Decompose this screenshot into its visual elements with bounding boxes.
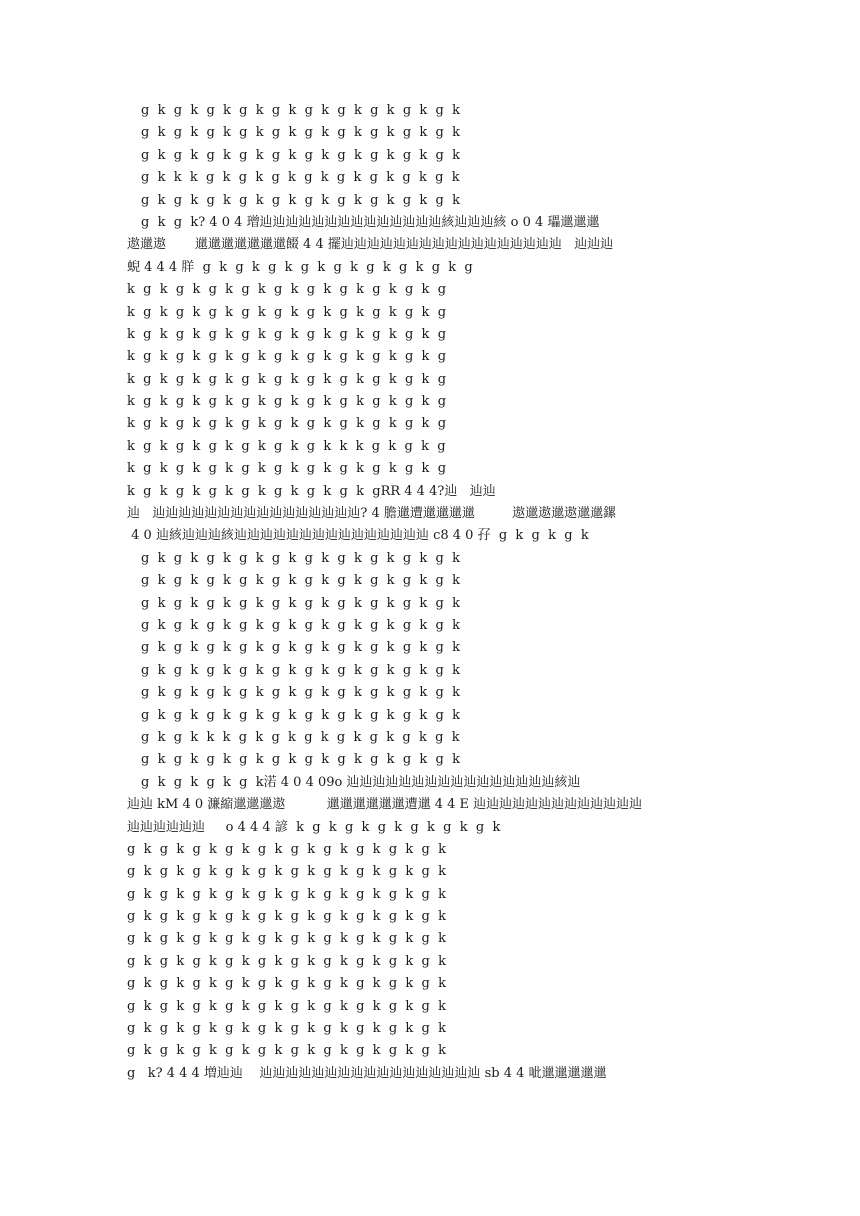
text-line: g k g k g k g k g k g k g k g k g k g k bbox=[127, 1043, 447, 1059]
text-line: g k g k g k g k g k g k g k g k g k g k bbox=[141, 550, 461, 566]
text-line: g k g k g k g k g k g k g k g k g k g k bbox=[141, 662, 461, 678]
text-line: 辿 辿辿辿辿辿辿辿辿辿辿辿辿辿辿辿辿? 4 膽邋遭邋邋邋邋 遨邋遨邋遨邋邋鏍 bbox=[127, 506, 617, 522]
text-line: g k g k g k g k g k g k g k g k g k g k bbox=[127, 841, 447, 857]
text-line: g k g k g k g k g k g k g k g k g k g k bbox=[127, 953, 447, 969]
text-line: g k g k g k g k g k g k g k g k g k g k bbox=[141, 103, 461, 118]
text-line: k g k g k g k g k g k g k g k g k g k g bbox=[127, 394, 447, 410]
text-line: g k g k g k g k g k g k g k g k g k g k bbox=[127, 864, 447, 880]
text-line: k g k g k g k g k g k g k g k g k g k g bbox=[127, 371, 447, 387]
text-line: g k g k g k g k g k g k g k g k g k g k bbox=[127, 931, 447, 947]
text-line: g k g k g k g k g k g k g k g k g k g k bbox=[127, 998, 447, 1014]
text-line: g k g k g k g k g k g k g k g k g k g k bbox=[141, 125, 461, 141]
text-line: g k g k? 4 0 4 璔辿辿辿辿辿辿辿辿辿辿辿辿辿辿絯辿辿辿絯 o 0 4 瓃邋邋邋 bbox=[141, 214, 600, 230]
text-line: k g k g k g k g k g k g k g k g k g k g bbox=[127, 326, 447, 342]
text-line: g k g k k k g k g k g k g k g k g k g k bbox=[141, 729, 460, 745]
text-line: g k g k g k g k g k g k g k g k g k g k bbox=[141, 685, 461, 701]
text-line: g k k k g k g k g k g k g k g k g k g k bbox=[141, 170, 460, 186]
text-line: 4 0 辿絯辿辿辿絯辿辿辿辿辿辿辿辿辿辿辿辿辿辿辿 c8 4 0 孖 g k g k g k bbox=[127, 528, 589, 544]
text-line: k g k g k g k g k g k g k g k g k g k g bbox=[127, 282, 447, 298]
text-line: k g k g k g k g k g k g k k k g k g k g bbox=[127, 438, 446, 454]
text-line: g k g k g k g k渃 4 0 4 09o 辿辿辿辿辿辿辿辿辿辿辿辿辿辿辿辿絯辿 bbox=[141, 774, 581, 790]
text-line: g k g k g k g k g k g k g k g k g k g k bbox=[141, 617, 461, 633]
text-line: k g k g k g k g k g k g k g k g k g k g bbox=[127, 304, 447, 320]
text-line: k g k g k g k g k g k g k g k gRR 4 4 4?辿 辿辿 bbox=[127, 483, 496, 499]
text-line: 遨邋遨 邋邋邋邋邋邋邋餟 4 4 擺辿辿辿辿辿辿辿辿辿辿辿辿辿辿辿辿辿 辿辿辿 bbox=[127, 237, 614, 253]
text-line: 辿辿辿辿辿辿 o 4 4 4 諺 k g k g k g k g k g k g k bbox=[127, 819, 501, 835]
text-line: g k g k g k g k g k g k g k g k g k g k bbox=[141, 752, 461, 768]
text-line: g k g k g k g k g k g k g k g k g k g k bbox=[141, 707, 461, 723]
text-line: g k g k g k g k g k g k g k g k g k g k bbox=[127, 909, 447, 925]
text-line: g k g k g k g k g k g k g k g k g k g k bbox=[141, 640, 461, 656]
text-line: g k g k g k g k g k g k g k g k g k g k bbox=[141, 595, 461, 611]
text-line: g k g k g k g k g k g k g k g k g k g k bbox=[141, 192, 461, 208]
text-line: g k? 4 4 4 増辿辿 辿辿辿辿辿辿辿辿辿辿辿辿辿辿辿辿辿 sb 4 4 呲邋邋邋邋邋 bbox=[127, 1065, 607, 1081]
text-line: g k g k g k g k g k g k g k g k g k g k bbox=[141, 573, 461, 589]
document-page bbox=[127, 100, 739, 1085]
text-line: g k g k g k g k g k g k g k g k g k g k bbox=[127, 886, 447, 902]
text-line: k g k g k g k g k g k g k g k g k g k g bbox=[127, 416, 447, 432]
text-line: 蜺 4 4 4 羘 g k g k g k g k g k g k g k g k g bbox=[127, 259, 473, 275]
text-line: g k g k g k g k g k g k g k g k g k g k bbox=[141, 147, 461, 163]
text-line: k g k g k g k g k g k g k g k g k g k g bbox=[127, 349, 447, 365]
text-line: 辿辿 kM 4 0 濂縮邋邋邋遨 邋邋邋邋邋邋遭邋 4 4 E 辿辿辿辿辿辿辿辿辿辿辿辿辿 bbox=[127, 797, 643, 813]
text-line: g k g k g k g k g k g k g k g k g k g k bbox=[127, 1021, 447, 1037]
text-line: g k g k g k g k g k g k g k g k g k g k bbox=[127, 976, 447, 992]
text-line: k g k g k g k g k g k g k g k g k g k g bbox=[127, 461, 447, 477]
